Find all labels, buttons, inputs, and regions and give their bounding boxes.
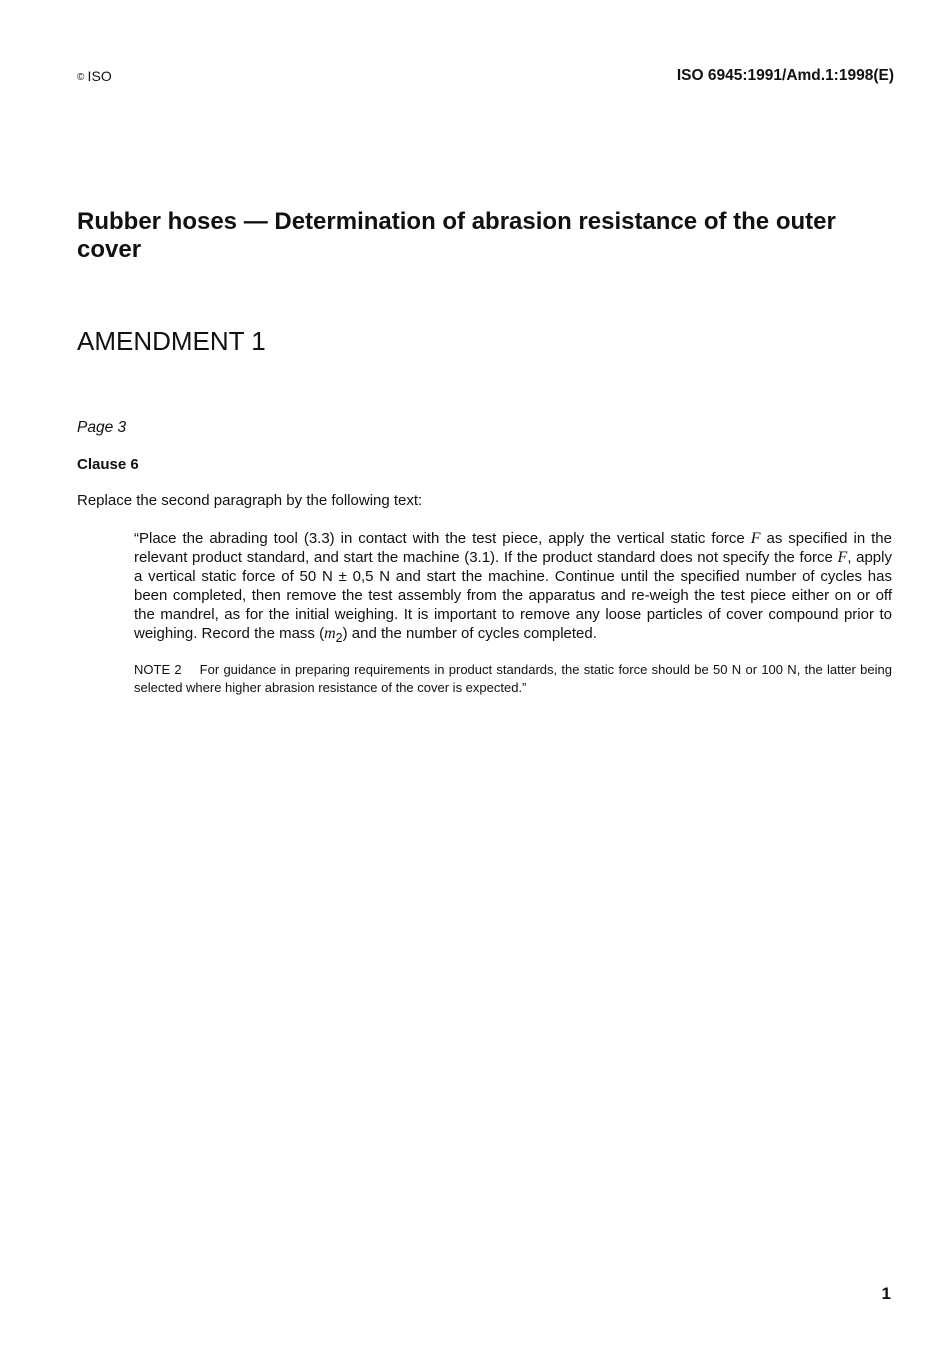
- clause-heading: Clause 6: [77, 456, 139, 473]
- mass-paren-open: (: [319, 625, 325, 642]
- instruction-text: Replace the second paragraph by the following text:: [77, 492, 423, 509]
- page-reference: Page 3: [77, 419, 127, 436]
- mass-paren-close: ): [342, 625, 348, 642]
- quote-text-part-4: and the number of cycles completed.: [347, 625, 597, 642]
- quote-text-part-3: , apply a vertical static force of 50 N ± 0,5 N and start the machine. Continue until the specified number of cycles has been completed, then remove the test assembly from the apparatus and re-weigh the test piece either on or off the mandrel, as for the initial weighing. It is important to remove any loose particles of cover compound prior to weighing. Record the mass: [134, 549, 892, 642]
- replacement-paragraph: [134, 529, 892, 648]
- page-number: 1: [881, 1284, 891, 1303]
- note-text: For guidance in preparing requirements in product standards, the static force should be 50 N or 100 N, the latter being selected where higher abrasion resistance of the cover is expected.”: [134, 662, 892, 695]
- note-label: NOTE 2: [134, 662, 182, 677]
- quote-text-part-1: “Place the abrading tool (3.3) in contact with the test piece, apply the vertical static force: [134, 530, 751, 547]
- standard-reference: ISO 6945:1991/Amd.1:1998(E): [676, 67, 894, 84]
- mass-variable: m: [324, 625, 336, 642]
- note: [134, 661, 892, 697]
- quote-text-part-2: as specified in the relevant product standard, and start the machine (3.1). If the product standard does not specify the force: [134, 530, 892, 566]
- force-variable: F: [837, 549, 848, 566]
- amendment-heading: AMENDMENT 1: [77, 326, 266, 356]
- mass-subscript: 2: [335, 631, 343, 645]
- copyright-org: ISO: [87, 68, 112, 84]
- copyright-notice: [77, 68, 112, 84]
- force-variable: F: [750, 530, 761, 547]
- copyright-icon: ©: [77, 72, 85, 83]
- document-title: Rubber hoses — Determination of abrasion resistance of the outer cover: [77, 208, 836, 263]
